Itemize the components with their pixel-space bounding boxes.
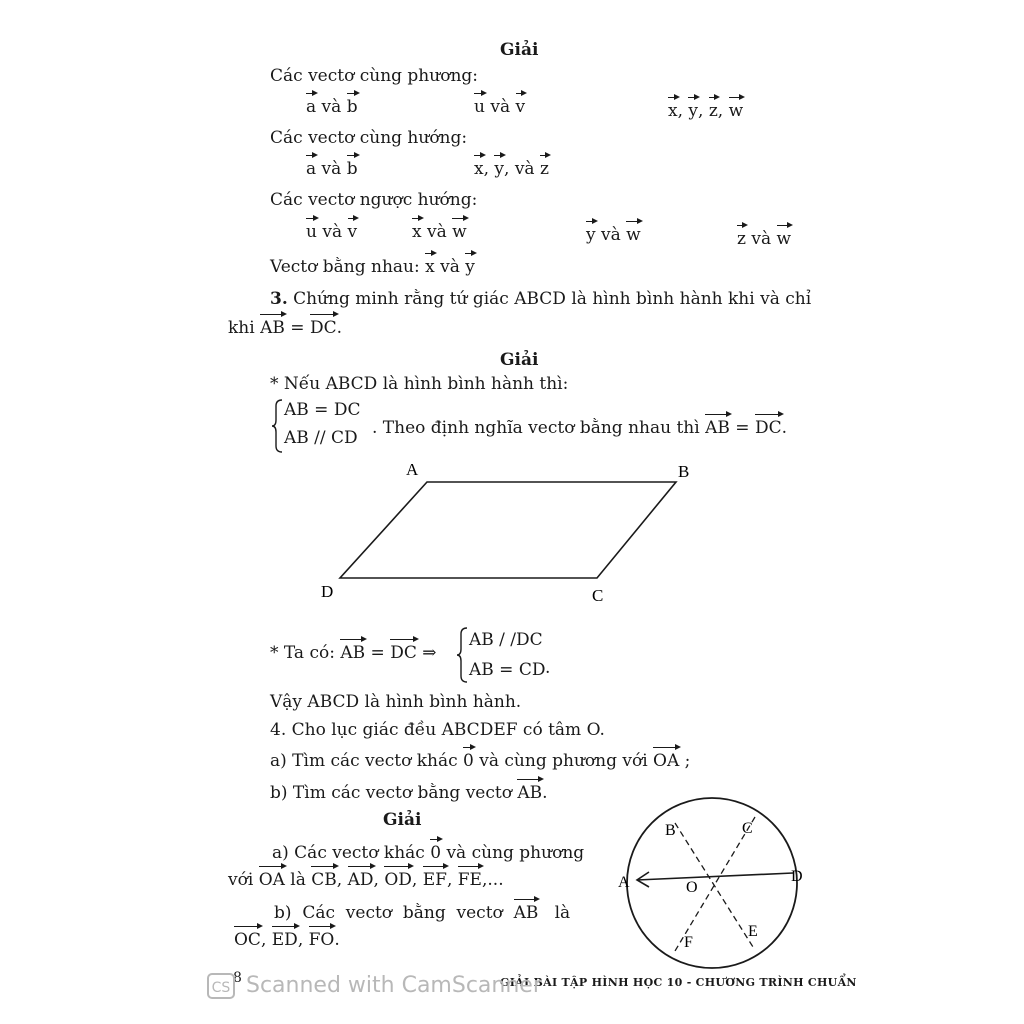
vertex-label-b: B [678,462,690,481]
opposite-pair-zw: z và w [737,229,792,249]
hexagon-circle-figure [615,795,815,975]
opposite-pair-xw: x và w [412,222,467,242]
hex-label-b: B [665,822,676,839]
answer-a-line-1: a) Các vectơ khác 0 và cùng phương [272,843,585,863]
hex-label-c: C [742,820,753,837]
problem-3-statement-cont: khi AB = DC. [228,318,342,338]
problem-4-part-b: b) Tìm các vectơ bằng vectơ AB. [270,783,548,803]
solution-heading-3: Giải [500,350,539,370]
same-sense-label: Các vectơ cùng hướng: [270,128,468,148]
hex-label-e: E [748,923,758,940]
vector-equality-definition: . Theo định nghĩa vectơ bằng nhau thì AB = DC. [372,418,787,438]
solution-heading-1: Giải [500,40,539,60]
answer-a-line-2: với OA là CB, AD, OD, EF, FE,... [228,870,504,890]
vertex-label-a: A [406,460,419,479]
condition-ab-eq-dc: AB = DC [284,400,361,420]
equal-vectors-line: Vectơ bằng nhau: x và y [270,257,475,277]
condition-ab-par-dc: AB / /DC [469,630,543,650]
period: . [545,658,551,678]
problem-4-part-a: a) Tìm các vectơ khác 0 và cùng phương với OA ; [270,751,691,771]
book-title-footer: GIẢI BÀI TẬP HÌNH HỌC 10 - CHƯƠNG TRÌNH CHUẨN [500,976,857,989]
hex-label-d: D [791,868,803,885]
page-number: 8 [233,970,242,986]
same-direction-pair-uv: u và v [474,97,526,117]
opposite-pair-uv: u và v [306,222,358,242]
problem-4-statement: 4. Cho lục giác đều ABCDEF có tâm O. [270,720,605,740]
camscanner-logo-icon: CS [207,973,235,999]
ta-co-line: * Ta có: AB = DC ⇒ [270,643,437,663]
same-sense-group-xyz: x, y, và z [474,159,549,179]
vertex-label-d: D [321,582,334,601]
same-direction-group-xyzw: x, y, z, w [668,101,744,121]
problem-3-statement: 3. Chứng minh rằng tứ giác ABCD là hình bình hành khi và chỉ [270,289,812,309]
answer-b-line-1: b) Các vectơ bằng vectơ AB là [274,903,571,923]
condition-ab-par-cd: AB // CD [284,428,358,448]
vertex-label-c: C [592,586,604,605]
hex-label-o: O [686,879,698,896]
hex-label-a: A [618,874,630,891]
opposite-pair-yw: y và w [586,225,641,245]
conclusion: Vậy ABCD là hình bình hành. [270,692,522,712]
brace-icon [270,398,284,454]
answer-b-line-2: OC, ED, FO. [234,930,340,950]
condition-system-1 [270,398,370,454]
parallelogram-figure [310,455,710,605]
scanner-watermark: Scanned with CamScanner [246,973,542,998]
parallelogram-if-text: * Nếu ABCD là hình bình hành thì: [270,374,569,394]
same-direction-label: Các vectơ cùng phương: [270,66,479,86]
same-direction-pair-ab: a và b [306,97,358,117]
opposite-sense-label: Các vectơ ngược hướng: [270,190,478,210]
solution-heading-4: Giải [383,810,422,830]
same-sense-pair-ab: a và b [306,159,358,179]
brace-icon [455,626,469,684]
hex-label-f: F [684,934,693,951]
condition-ab-eq-cd: AB = CD [469,660,546,680]
